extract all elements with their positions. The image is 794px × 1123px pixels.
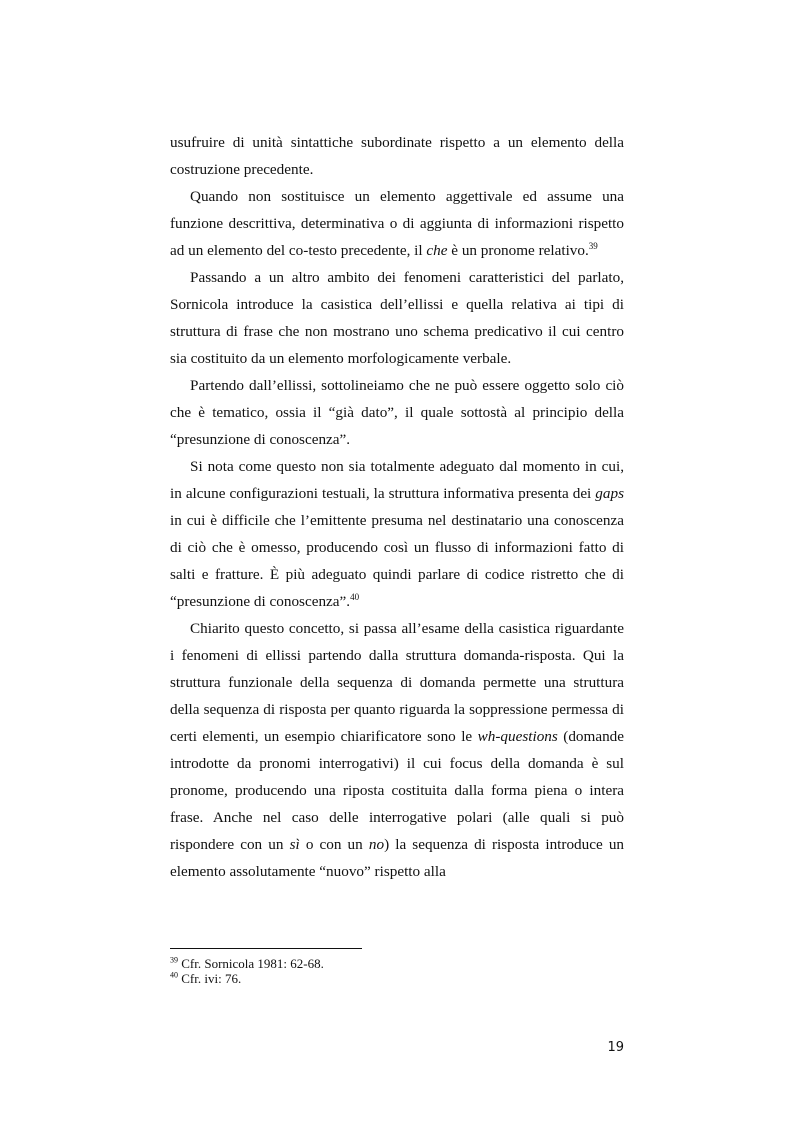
paragraph-5-text-end: in cui è difficile che l’emittente presuma nel destinatario una conoscenza di ciò che è omesso, producendo così un flusso di informazioni fatto di salti e fratture. È più adeguato quindi parlare di codice ristretto che di “presunzione di conoscenza”. xyxy=(170,512,624,610)
footnote-ref-39[interactable]: 39 xyxy=(588,240,598,251)
footnote-number: 39 xyxy=(170,955,178,965)
paragraph-6-text-e: o con un xyxy=(299,836,369,853)
italic-wh-questions: wh-questions xyxy=(477,728,558,745)
paragraph-2-text-end: è un pronome relativo. xyxy=(447,242,589,259)
footnotes xyxy=(170,956,624,986)
paragraph-5-text: Si nota come questo non sia totalmente adeguato dal momento in cui, in alcune configurazioni testuali, la struttura informativa presenta dei xyxy=(170,458,624,502)
paragraph-3: Passando a un altro ambito dei fenomeni caratteristici del parlato, Sornicola introduce la casistica dell’ellissi e quella relativa ai tipi di struttura di frase che non mostrano uno schema predicativo il cui centro sia costituito da un elemento morfologicamente verbale. xyxy=(170,269,624,367)
italic-si: sì xyxy=(289,836,300,853)
footnote-40 xyxy=(170,971,624,986)
italic-gaps: gaps xyxy=(595,485,624,502)
footnote-text: Cfr. ivi: 76. xyxy=(178,971,242,986)
paragraph-6-text-g: ) la sequenza di risposta introduce un elemento assolutamente “nuovo” rispetto alla xyxy=(170,836,625,880)
italic-che: che xyxy=(426,242,448,259)
paragraph-5 xyxy=(170,453,624,615)
footnote-39 xyxy=(170,956,624,971)
paragraph-4: Partendo dall’ellissi, sottolineiamo che ne può essere oggetto solo ciò che è tematico, ossia il “già dato”, il quale sottostà al principio della “presunzione di conoscenza”. xyxy=(170,377,624,448)
paragraph-2-text: Quando non sostituisce un elemento aggettivale ed assume una funzione descrittiva, determinativa o di aggiunta di informazioni rispetto ad un elemento del co-testo precedente, il xyxy=(170,188,624,259)
paragraph-6-text-c: (domande introdotte da pronomi interrogativi) il cui focus della domanda è sul pronome, producendo una riposta costituita dalla forma piena o intera frase. Anche nel caso delle interrogative polari (alle quali si può rispondere con un xyxy=(170,728,624,853)
page-number: 19 xyxy=(607,1040,624,1055)
footnote-number: 40 xyxy=(170,970,178,980)
footnote-text: Cfr. Sornicola 1981: 62-68. xyxy=(178,956,324,971)
italic-no: no xyxy=(368,836,385,853)
footnote-ref-40[interactable]: 40 xyxy=(350,591,360,602)
paragraph-6 xyxy=(170,615,624,885)
paragraph-6-text-a: Chiarito questo concetto, si passa all’esame della casistica riguardante i fenomeni di ellissi partendo dalla struttura domanda-risposta. Qui la struttura funzionale della sequenza di domanda permette una struttura della sequenza di risposta per quanto riguarda la soppressione permessa di certi elementi, un esempio chiarificatore sono le xyxy=(170,620,624,745)
paragraph-1: usufruire di unità sintattiche subordinate rispetto a un elemento della costruzione precedente. xyxy=(170,134,624,178)
footnote-divider xyxy=(170,948,362,949)
body-text xyxy=(170,129,624,885)
paragraph-2 xyxy=(170,183,624,264)
